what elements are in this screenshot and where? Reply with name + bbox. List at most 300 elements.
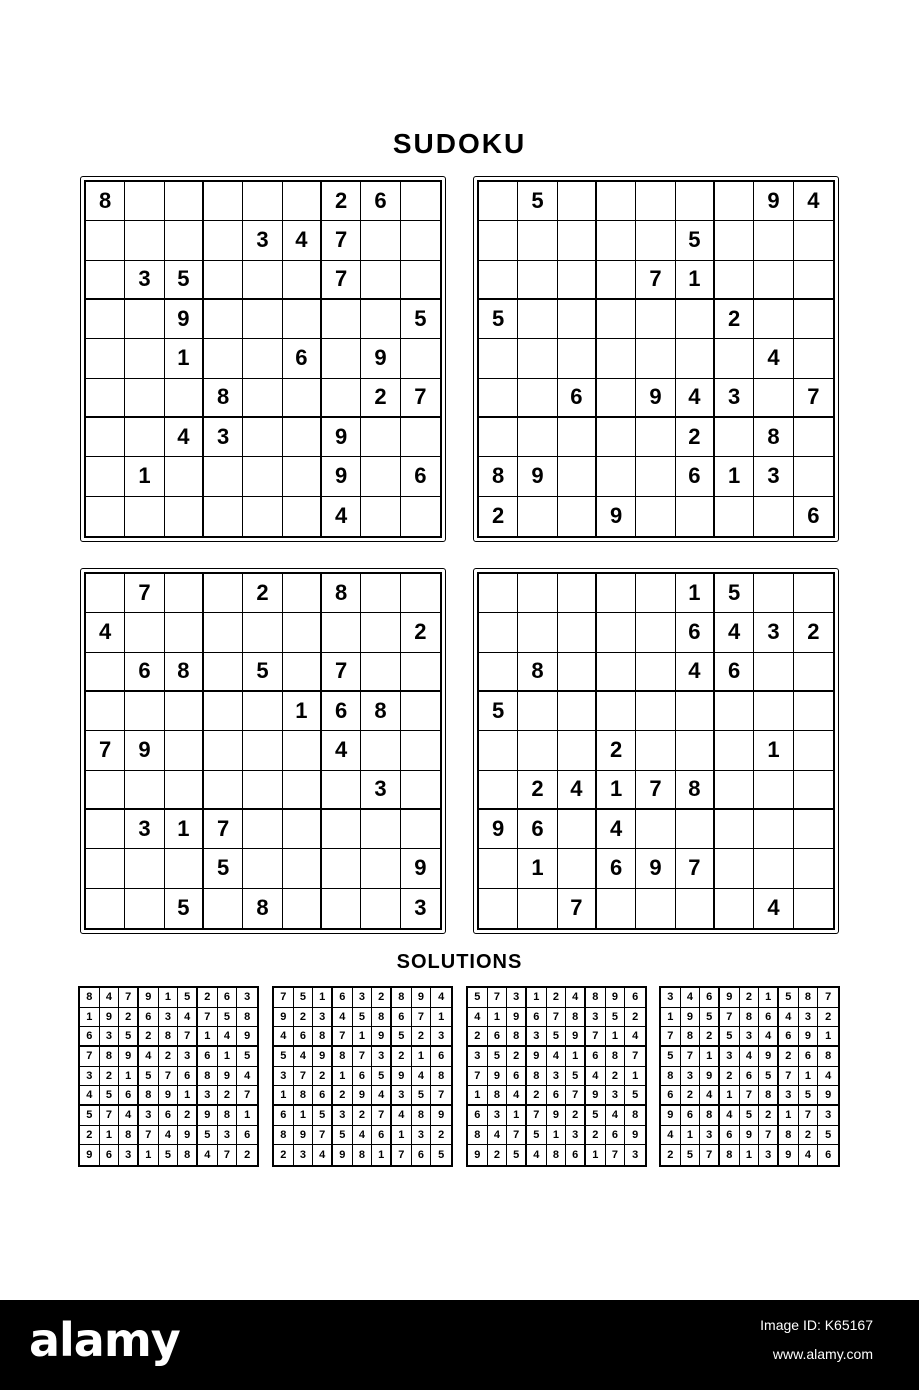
puzzle-cell: 6 (283, 339, 322, 378)
puzzle-cell (283, 771, 322, 810)
puzzle-cell: 3 (361, 771, 400, 810)
solution-cell: 7 (274, 988, 294, 1008)
puzzle-cell: 1 (283, 692, 322, 731)
solution-cell: 1 (566, 1047, 586, 1067)
puzzle-cell (558, 849, 597, 888)
solution-cell: 9 (218, 1067, 238, 1087)
puzzle-cell: 2 (322, 182, 361, 221)
puzzle-cell (518, 261, 557, 300)
puzzle-cell: 7 (125, 574, 164, 613)
puzzle-cell (165, 379, 204, 418)
puzzle-cell: 1 (597, 771, 636, 810)
puzzle-cell (597, 613, 636, 652)
puzzle-cell: 7 (322, 653, 361, 692)
solution-cell: 2 (100, 1067, 120, 1087)
solution-cell: 2 (759, 1106, 779, 1126)
puzzle-cell (125, 182, 164, 221)
solution-cell: 3 (632, 1149, 639, 1162)
solution-cell: 2 (818, 1008, 838, 1028)
puzzle-cell (715, 261, 754, 300)
solution-cell: 4 (720, 1106, 740, 1126)
solution-cell: 8 (566, 1008, 586, 1028)
solution-cell: 2 (313, 1067, 333, 1087)
solution-cell: 2 (80, 1126, 100, 1146)
solution-cell: 2 (625, 1008, 645, 1028)
solution-cell: 9 (720, 988, 740, 1008)
solution-cell: 6 (799, 1047, 819, 1067)
sudoku-puzzle-3 (80, 568, 446, 934)
puzzle-cell: 4 (597, 810, 636, 849)
puzzle-grid (84, 572, 442, 930)
alamy-logo: alamy (29, 1313, 180, 1367)
solution-cell: 9 (80, 1145, 100, 1165)
puzzle-cell (676, 731, 715, 770)
puzzle-cell (715, 339, 754, 378)
puzzle-cell (636, 300, 675, 339)
puzzle-cell (754, 497, 793, 536)
solution-cell: 6 (527, 1008, 547, 1028)
puzzle-cell: 3 (414, 895, 427, 921)
solution-cell: 6 (779, 1027, 799, 1047)
puzzle-cell (165, 692, 204, 731)
solution-cell: 8 (313, 1027, 333, 1047)
solution-cell: 2 (566, 1106, 586, 1126)
solution-cell: 4 (547, 1047, 567, 1067)
page-title: SUDOKU (392, 128, 527, 159)
puzzle-cell: 4 (676, 653, 715, 692)
puzzle-cell: 6 (558, 379, 597, 418)
puzzle-cell: 2 (479, 497, 518, 536)
solution-cell: 9 (740, 1126, 760, 1146)
puzzle-cell (518, 300, 557, 339)
puzzle-cell: 9 (636, 379, 675, 418)
solution-cell: 1 (274, 1086, 294, 1106)
solution-cell: 9 (100, 1008, 120, 1028)
solution-cell: 7 (159, 1067, 179, 1087)
solution-cell: 1 (178, 1086, 198, 1106)
solution-cell: 2 (547, 988, 567, 1008)
puzzle-cell (322, 339, 361, 378)
puzzle-cell: 1 (165, 339, 204, 378)
solution-cell: 5 (100, 1086, 120, 1106)
solution-cell: 8 (661, 1067, 681, 1087)
solution-cell: 8 (431, 1067, 451, 1087)
puzzle-cell: 2 (597, 731, 636, 770)
puzzle-cell (794, 339, 833, 378)
puzzle-cell: 2 (401, 613, 440, 652)
solution-cell: 1 (372, 1145, 392, 1165)
solution-cell: 9 (661, 1106, 681, 1126)
puzzle-cell (86, 300, 125, 339)
solution-cell: 5 (740, 1106, 760, 1126)
solution-cell: 7 (818, 988, 838, 1008)
solution-cell: 3 (507, 988, 527, 1008)
puzzle-cell (794, 574, 833, 613)
solution-cell: 9 (353, 1086, 373, 1106)
solution-cell: 9 (759, 1047, 779, 1067)
puzzle-cell (636, 889, 675, 928)
puzzle-cell: 2 (243, 574, 282, 613)
puzzle-cell (401, 182, 440, 221)
puzzle-cell (243, 849, 282, 888)
puzzle-cell (676, 339, 715, 378)
solution-cell: 7 (779, 1067, 799, 1087)
puzzle-cell: 4 (322, 731, 361, 770)
puzzle-cell (754, 810, 793, 849)
puzzle-cell (479, 418, 518, 457)
puzzle-cell (794, 810, 833, 849)
solution-grid-3 (466, 986, 647, 1167)
puzzle-grid (477, 572, 835, 930)
puzzle-cell (243, 810, 282, 849)
solution-cell: 4 (740, 1047, 760, 1067)
solution-cell: 7 (237, 1086, 257, 1106)
puzzle-cell (794, 457, 833, 496)
solution-cell: 7 (100, 1106, 120, 1126)
puzzle-cell: 8 (518, 653, 557, 692)
solution-cell: 8 (547, 1145, 567, 1165)
solution-cell: 3 (488, 1106, 508, 1126)
puzzle-cell (479, 849, 518, 888)
solution-cell: 5 (438, 1149, 445, 1162)
solution-cell: 5 (681, 1145, 701, 1165)
puzzle-cell (322, 771, 361, 810)
puzzle-cell: 4 (558, 771, 597, 810)
solution-cell: 6 (372, 1126, 392, 1146)
solution-cell: 4 (178, 1008, 198, 1028)
solution-cell: 4 (372, 1086, 392, 1106)
puzzle-cell (401, 653, 440, 692)
solution-cell: 9 (313, 1047, 333, 1067)
puzzle-cell: 9 (361, 339, 400, 378)
puzzle-cell (243, 418, 282, 457)
puzzle-cell (125, 692, 164, 731)
solution-cell: 7 (488, 988, 508, 1008)
solution-cell: 9 (178, 1126, 198, 1146)
solution-cell: 6 (759, 1008, 779, 1028)
solution-cell: 2 (333, 1086, 353, 1106)
puzzle-cell (322, 889, 361, 928)
solution-cell: 1 (468, 1086, 488, 1106)
solution-cell: 9 (586, 1086, 606, 1106)
solution-cell: 1 (799, 1067, 819, 1087)
solution-cell: 8 (333, 1047, 353, 1067)
solution-cell: 4 (392, 1106, 412, 1126)
solution-cell: 1 (237, 1106, 257, 1126)
solution-cell: 7 (80, 1047, 100, 1067)
puzzle-cell (401, 731, 440, 770)
solution-cell: 2 (119, 1008, 139, 1028)
puzzle-cell: 4 (322, 497, 361, 536)
solution-cell: 1 (392, 1126, 412, 1146)
puzzle-cell (754, 849, 793, 888)
solution-cell: 1 (159, 988, 179, 1008)
solution-cell: 9 (119, 1047, 139, 1067)
puzzle-cell (558, 653, 597, 692)
puzzle-cell (204, 613, 243, 652)
puzzle-cell (401, 771, 440, 810)
solution-cell: 8 (412, 1106, 432, 1126)
solution-cell: 3 (159, 1008, 179, 1028)
solution-cell: 5 (372, 1067, 392, 1087)
solution-cell: 2 (586, 1126, 606, 1146)
solution-cell: 3 (333, 1106, 353, 1126)
solution-cell: 6 (392, 1008, 412, 1028)
puzzle-cell (401, 692, 440, 731)
solution-cell: 6 (80, 1027, 100, 1047)
solution-cell: 2 (700, 1027, 720, 1047)
puzzle-cell (636, 221, 675, 260)
puzzle-cell (518, 379, 557, 418)
puzzle-cell (636, 339, 675, 378)
puzzle-cell (715, 771, 754, 810)
puzzle-cell: 8 (754, 418, 793, 457)
puzzle-cell (754, 692, 793, 731)
solution-cell: 5 (412, 1086, 432, 1106)
puzzle-cell (597, 418, 636, 457)
puzzle-cell (636, 574, 675, 613)
solution-cell: 8 (606, 1047, 626, 1067)
puzzle-cell (165, 613, 204, 652)
solution-cell: 7 (313, 1126, 333, 1146)
puzzle-cell (754, 221, 793, 260)
puzzle-cell (558, 731, 597, 770)
puzzle-cell (125, 221, 164, 260)
puzzle-cell: 4 (754, 889, 793, 928)
puzzle-cell (243, 731, 282, 770)
puzzle-cell (86, 418, 125, 457)
puzzle-cell (204, 300, 243, 339)
puzzle-cell: 7 (322, 221, 361, 260)
puzzle-cell: 2 (518, 771, 557, 810)
solution-cell: 7 (372, 1106, 392, 1126)
solution-cell: 8 (681, 1027, 701, 1047)
solution-cell: 9 (527, 1047, 547, 1067)
solution-cell: 4 (759, 1027, 779, 1047)
puzzle-cell (715, 182, 754, 221)
solution-cell: 5 (720, 1027, 740, 1047)
solution-cell: 7 (720, 1008, 740, 1028)
solution-cell: 7 (218, 1145, 238, 1165)
solution-cell: 5 (507, 1145, 527, 1165)
puzzle-cell: 9 (597, 497, 636, 536)
solution-cell: 4 (294, 1047, 314, 1067)
puzzle-cell (597, 457, 636, 496)
puzzle-cell (636, 613, 675, 652)
solution-cell: 1 (527, 988, 547, 1008)
puzzle-cell (283, 849, 322, 888)
solution-cell: 2 (468, 1027, 488, 1047)
puzzle-cell (283, 613, 322, 652)
puzzle-cell (636, 653, 675, 692)
solution-cell: 2 (218, 1086, 238, 1106)
sudoku-puzzle-4 (473, 568, 839, 934)
puzzle-cell (479, 261, 518, 300)
puzzle-cell (283, 810, 322, 849)
puzzle-cell (283, 379, 322, 418)
solution-cell: 5 (586, 1106, 606, 1126)
solution-cell: 8 (759, 1086, 779, 1106)
solution-cell: 7 (139, 1126, 159, 1146)
solution-cell: 7 (586, 1027, 606, 1047)
puzzle-cell (636, 457, 675, 496)
puzzle-cell (401, 221, 440, 260)
puzzle-cell (322, 613, 361, 652)
solution-cell: 4 (218, 1027, 238, 1047)
puzzle-cell (676, 692, 715, 731)
puzzle-cell (518, 731, 557, 770)
puzzle-cell (794, 418, 833, 457)
puzzle-cell (204, 339, 243, 378)
solution-cell: 3 (237, 988, 257, 1008)
solution-cell: 6 (198, 1047, 218, 1067)
puzzle-cell (86, 221, 125, 260)
puzzle-cell (204, 574, 243, 613)
puzzle-cell (754, 261, 793, 300)
solution-cell: 1 (586, 1145, 606, 1165)
solution-cell: 8 (80, 988, 100, 1008)
solution-cell: 9 (625, 1126, 645, 1146)
puzzle-cell (518, 418, 557, 457)
solution-cell: 6 (825, 1149, 832, 1162)
puzzle-cell (283, 497, 322, 536)
solution-cell: 9 (488, 1067, 508, 1087)
puzzle-cell (86, 339, 125, 378)
puzzle-cell (243, 379, 282, 418)
solution-cell: 9 (700, 1067, 720, 1087)
solution-cell: 4 (313, 1145, 333, 1165)
solution-cell: 9 (779, 1145, 799, 1165)
solution-cell: 5 (625, 1086, 645, 1106)
solution-cell: 4 (586, 1067, 606, 1087)
solution-cell: 8 (818, 1047, 838, 1067)
puzzle-cell: 8 (86, 182, 125, 221)
puzzle-cell (165, 731, 204, 770)
solution-cell: 2 (720, 1067, 740, 1087)
solution-cell: 5 (799, 1086, 819, 1106)
solution-cell: 5 (527, 1126, 547, 1146)
solution-cell: 6 (333, 988, 353, 1008)
puzzle-cell (165, 221, 204, 260)
puzzle-cell: 6 (401, 457, 440, 496)
solution-cell: 6 (119, 1086, 139, 1106)
puzzle-cell (243, 497, 282, 536)
solution-cell: 3 (353, 988, 373, 1008)
solution-cell: 3 (294, 1145, 314, 1165)
puzzle-cell: 8 (204, 379, 243, 418)
puzzle-cell (715, 221, 754, 260)
puzzle-cell (283, 418, 322, 457)
solution-cell: 8 (100, 1047, 120, 1067)
puzzle-cell: 5 (715, 574, 754, 613)
solution-cell: 2 (139, 1027, 159, 1047)
solution-cell: 3 (274, 1067, 294, 1087)
puzzle-cell (204, 221, 243, 260)
solution-cell: 2 (740, 988, 760, 1008)
solution-cell: 4 (818, 1067, 838, 1087)
solution-cell: 6 (412, 1145, 432, 1165)
puzzle-cell (361, 221, 400, 260)
solution-cell: 4 (700, 1086, 720, 1106)
puzzle-cell (636, 182, 675, 221)
puzzle-cell: 9 (165, 300, 204, 339)
solution-cell: 3 (759, 1145, 779, 1165)
solution-cell: 7 (119, 988, 139, 1008)
solution-cell: 7 (681, 1047, 701, 1067)
puzzle-cell: 4 (676, 379, 715, 418)
solution-cell: 5 (178, 988, 198, 1008)
solution-cell: 1 (661, 1008, 681, 1028)
puzzle-cell: 8 (479, 457, 518, 496)
solution-cell: 1 (119, 1067, 139, 1087)
puzzle-cell: 3 (715, 379, 754, 418)
puzzle-cell (794, 731, 833, 770)
solution-cell: 8 (353, 1145, 373, 1165)
solution-cell: 8 (468, 1126, 488, 1146)
puzzle-cell (558, 221, 597, 260)
solution-cell: 9 (547, 1106, 567, 1126)
puzzle-cell (86, 379, 125, 418)
puzzle-cell (86, 889, 125, 928)
puzzle-cell (125, 849, 164, 888)
puzzle-cell (479, 653, 518, 692)
puzzle-cell: 6 (676, 613, 715, 652)
solution-cell: 1 (507, 1106, 527, 1126)
solution-cell: 2 (527, 1086, 547, 1106)
puzzle-cell (165, 182, 204, 221)
puzzle-cell (794, 771, 833, 810)
solution-cell: 3 (606, 1086, 626, 1106)
puzzle-cell: 9 (479, 810, 518, 849)
puzzle-cell (204, 889, 243, 928)
solution-cell: 1 (100, 1126, 120, 1146)
puzzle-cell (243, 300, 282, 339)
puzzle-cell: 1 (715, 457, 754, 496)
solution-cell: 1 (488, 1008, 508, 1028)
puzzle-cell (479, 182, 518, 221)
puzzle-cell: 9 (322, 457, 361, 496)
puzzle-cell (361, 418, 400, 457)
puzzle-cell: 9 (754, 182, 793, 221)
puzzle-cell: 3 (125, 810, 164, 849)
solution-cell: 6 (139, 1008, 159, 1028)
solution-cell: 5 (488, 1047, 508, 1067)
puzzle-cell (361, 653, 400, 692)
puzzle-cell (558, 339, 597, 378)
solution-cell: 3 (740, 1027, 760, 1047)
solution-cell: 8 (799, 988, 819, 1008)
puzzle-cell (597, 182, 636, 221)
solution-cell: 4 (100, 988, 120, 1008)
puzzle-cell: 8 (322, 574, 361, 613)
puzzle-cell: 8 (361, 692, 400, 731)
puzzle-cell (558, 497, 597, 536)
puzzle-cell (518, 497, 557, 536)
puzzle-cell (322, 810, 361, 849)
puzzle-cell: 5 (518, 182, 557, 221)
solution-cell: 7 (527, 1106, 547, 1126)
puzzle-cell (558, 692, 597, 731)
solution-cell: 9 (139, 988, 159, 1008)
puzzle-cell (636, 497, 675, 536)
puzzle-cell (361, 849, 400, 888)
solution-cell: 2 (779, 1047, 799, 1067)
solution-cell: 9 (799, 1027, 819, 1047)
solution-cell: 4 (566, 988, 586, 1008)
solution-cell: 8 (294, 1086, 314, 1106)
puzzle-cell: 4 (86, 613, 125, 652)
puzzle-cell (361, 810, 400, 849)
